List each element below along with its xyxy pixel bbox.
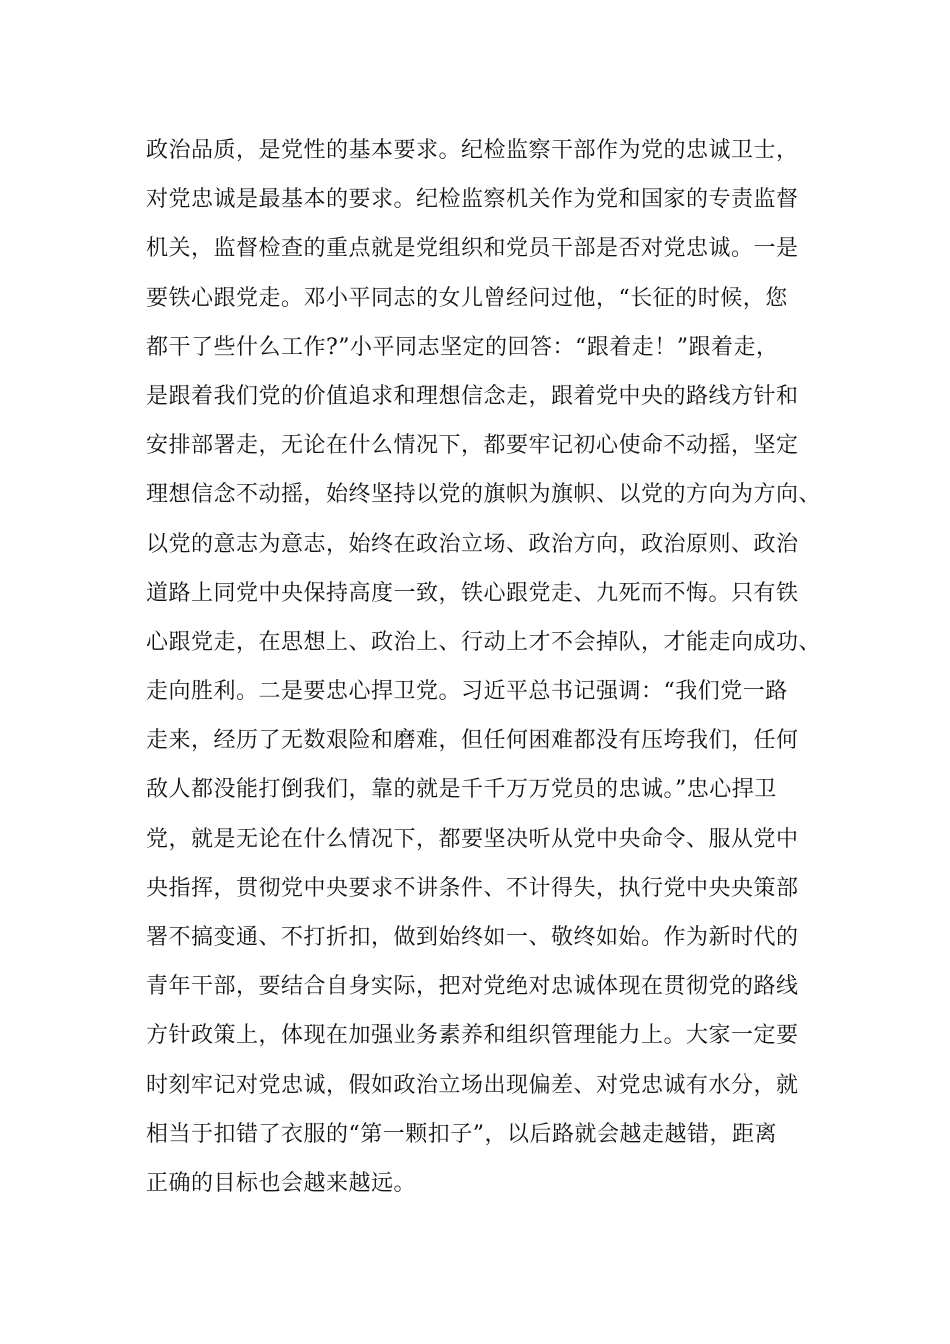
- text-line-22: 正确的目标也会越来越远。: [146, 1170, 417, 1196]
- text-line-4: 要铁心跟党走。邓小平同志的女儿曾经问过他，“长征的时候，您: [146, 285, 788, 311]
- body-paragraph: [146, 126, 836, 1208]
- text-line-10: 道路上同党中央保持高度一致，铁心跟党走、九死而不悔。只有铁: [146, 580, 799, 606]
- text-line-2: 对党忠诚是最基本的要求。纪检监察机关作为党和国家的专责监督: [146, 187, 799, 213]
- text-line-1: 政治品质，是党性的基本要求。纪检监察干部作为党的忠诚卫士，: [146, 138, 799, 163]
- text-line-7: 安排部署走，无论在什么情况下，都要牢记初心使命不动摇，坚定: [146, 433, 799, 459]
- text-line-5: 都干了些什么工作?”小平同志坚定的回答：“跟着走！”跟着走，: [146, 334, 779, 360]
- text-line-17: 署不搞变通、不打折扣，做到始终如一、敬终如始。作为新时代的: [146, 925, 799, 950]
- text-line-11: 心跟党走，在思想上、政治上、行动上才不会掉队，才能走向成功、: [146, 629, 822, 655]
- text-line-21: 相当于扣错了衣服的“第一颗扣子”，以后路就会越走越错，距离: [146, 1121, 777, 1147]
- text-line-18: 青年干部，要结合自身实际，把对党绝对忠诚体现在贯彻党的路线: [146, 974, 799, 1000]
- text-line-12: 走向胜利。二是要忠心捍卫党。习近平总书记强调：“我们党一路: [146, 679, 788, 705]
- text-line-8: 理想信念不动摇，始终坚持以党的旗帜为旗帜、以党的方向为方向、: [146, 482, 822, 508]
- text-line-16: 央指挥，贯彻党中央要求不讲条件、不计得失，执行党中央央策部: [146, 875, 799, 901]
- text-line-13: 走来，经历了无数艰险和磨难，但任何困难都没有压垮我们，任何: [146, 728, 799, 754]
- text-line-15: 党，就是无论在什么情况下，都要坚决听从党中央命令、服从党中: [146, 826, 799, 852]
- text-line-19: 方针政策上，体现在加强业务素养和组织管理能力上。大家一定要: [146, 1023, 799, 1049]
- text-line-14: 敌人都没能打倒我们，靠的就是千千万万党员的忠诚。”忠心捍卫: [146, 777, 777, 803]
- text-line-6: 是跟着我们党的价值追求和理想信念走，跟着党中央的路线方针和: [146, 383, 799, 409]
- text-line-20: 时刻牢记对党忠诚，假如政治立场出现偏差、对党忠诚有水分，就: [146, 1072, 799, 1098]
- text-line-3: 机关，监督检查的重点就是党组织和党员干部是否对党忠诚。一是: [146, 236, 799, 262]
- text-line-9: 以党的意志为意志，始终在政治立场、政治方向，政治原则、政治: [146, 531, 799, 557]
